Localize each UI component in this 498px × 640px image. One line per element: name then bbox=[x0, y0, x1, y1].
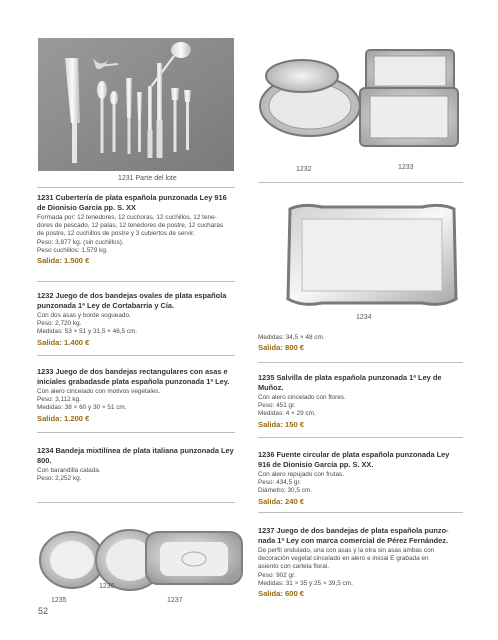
lot-desc-line: decoración vegetal cincelado en alero e inicial E grabada en bbox=[258, 555, 429, 563]
lot-desc-line: Medidas: 4 × 29 cm. bbox=[258, 410, 316, 418]
trays-photo bbox=[258, 38, 463, 162]
caption-1236: 1236 bbox=[99, 583, 115, 590]
lot-desc-line: Peso: 3,877 kg. (sin cuchillos). bbox=[37, 238, 124, 246]
caption-1234: 1234 bbox=[356, 314, 372, 321]
lot-1232 bbox=[37, 291, 237, 347]
lot-desc-line: Peso: 902 gr. bbox=[258, 571, 296, 579]
lot-1231 bbox=[37, 193, 237, 265]
lot-desc-line: Con dos asas y borde sogueado. bbox=[37, 312, 131, 319]
lot-1233 bbox=[37, 367, 237, 423]
lot-desc-line: Peso: 2,720 kg. bbox=[37, 320, 82, 328]
lot-1234 bbox=[37, 446, 237, 483]
lot-title: 1234 Bandeja mixtilínea de plata italiana punzonada Ley 800. bbox=[37, 446, 234, 465]
lot-desc-line: Medidas: 38 × 60 y 30 × 51 cm. bbox=[37, 404, 127, 412]
caption-1235: 1235 bbox=[51, 597, 67, 604]
rule-left-1 bbox=[37, 187, 235, 188]
lot-title: 1236 Fuente circular de plata española punzonada Ley 916 de Dionisio García pp. S. XX. bbox=[258, 450, 450, 469]
rule-right-2 bbox=[258, 362, 463, 363]
rule-right-1 bbox=[258, 182, 463, 183]
caption-1232: 1232 bbox=[296, 166, 312, 173]
lot-title: 1232 Juego de dos bandejas ovales de plata española punzonada 1ª Ley de Cortabarría y Cía. bbox=[37, 291, 227, 310]
lot-desc-line: dores de pescado, 12 palas, 12 tenedores de postre, 12 cucharas bbox=[37, 222, 224, 230]
rule-left-5 bbox=[37, 502, 235, 503]
cutlery-photo bbox=[38, 38, 234, 171]
rule-left-4 bbox=[37, 432, 235, 433]
page-number: 52 bbox=[38, 606, 49, 616]
mixtilinear-tray-photo bbox=[282, 199, 462, 311]
rule-right-3 bbox=[258, 437, 463, 438]
lot-1234-continued bbox=[258, 334, 463, 352]
lot-price: Salida: 1.500 € bbox=[37, 256, 90, 266]
caption-1233: 1233 bbox=[398, 164, 414, 171]
lot-price: Salida: 150 € bbox=[258, 419, 305, 429]
lot-desc-line: Peso: 451 gr. bbox=[258, 402, 296, 410]
lot-title: 1233 Juego de dos bandejas rectangulares con asas e iniciales grabadasde plata española punzonada 1ª Ley. bbox=[37, 367, 230, 386]
caption-1231: 1231 Parte del lote bbox=[118, 175, 177, 182]
lot-desc-line: Con alero cincelado con motivos vegetales. bbox=[37, 388, 161, 395]
lot-price: Salida: 1.400 € bbox=[37, 337, 90, 347]
salvers-photo bbox=[38, 516, 248, 596]
lot-desc-line: Peso: 434,5 gr. bbox=[258, 479, 301, 487]
lot-desc-line: Medidas: 53 × 51 y 31,5 × 46,5 cm. bbox=[37, 328, 138, 336]
lot-price: Salida: 240 € bbox=[258, 496, 305, 506]
lot-price: Salida: 1.200 € bbox=[37, 413, 90, 423]
rule-right-4 bbox=[258, 512, 463, 513]
lot-desc-line: de postre, 12 cuchillos de postre y 3 cubiertos de servir. bbox=[37, 230, 195, 238]
lot-desc-line: Formada por: 12 tenedores, 12 cuchoras, 12 cuchillos, 12 tene- bbox=[37, 214, 217, 221]
lot-desc-line: asiento con cartela floral. bbox=[258, 563, 330, 571]
lot-title: 1231 Cubertería de plata española punzonada Ley 916 de Dionisio García pp. S. XX bbox=[37, 193, 227, 212]
lot-1237 bbox=[258, 526, 463, 598]
lot-desc-line: Medidas: 34,5 × 48 cm. bbox=[258, 334, 325, 341]
lot-price: Salida: 800 € bbox=[258, 343, 305, 353]
lot-desc-line: De perfil ondulado, una con asas y la otra sin asas ambas con bbox=[258, 547, 435, 554]
lot-title: 1235 Salvilla de plata española punzonada 1ª Ley de Muñoz. bbox=[258, 373, 442, 392]
lot-price: Salida: 600 € bbox=[258, 589, 305, 599]
rule-left-3 bbox=[37, 355, 235, 356]
lot-desc-line: Medidas: 31 × 35 y 25 × 39,5 cm. bbox=[258, 579, 353, 587]
lot-desc-line: Peso: 3,112 kg. bbox=[37, 396, 81, 404]
lot-1236 bbox=[258, 450, 463, 506]
lot-desc-line: Con barandilla calada. bbox=[37, 467, 101, 474]
lot-desc-line: Peso cuchillos: 1,579 kg. bbox=[37, 246, 108, 254]
lot-desc-line: Con alero cincelado con flores. bbox=[258, 394, 346, 401]
lot-desc-line: Diámetro: 30,5 cm. bbox=[258, 487, 312, 495]
lot-desc-line: Peso: 2,252 kg. bbox=[37, 475, 82, 483]
lot-title: 1237 Juego de dos bandejas de plata española punzo- nada 1ª Ley con marca comercial de Pérez Fernández. bbox=[258, 526, 449, 545]
lot-desc-line: Con alero repujado con frutas. bbox=[258, 471, 344, 478]
caption-1237: 1237 bbox=[167, 597, 183, 604]
lot-1235 bbox=[258, 373, 463, 429]
rule-left-2 bbox=[37, 281, 235, 282]
